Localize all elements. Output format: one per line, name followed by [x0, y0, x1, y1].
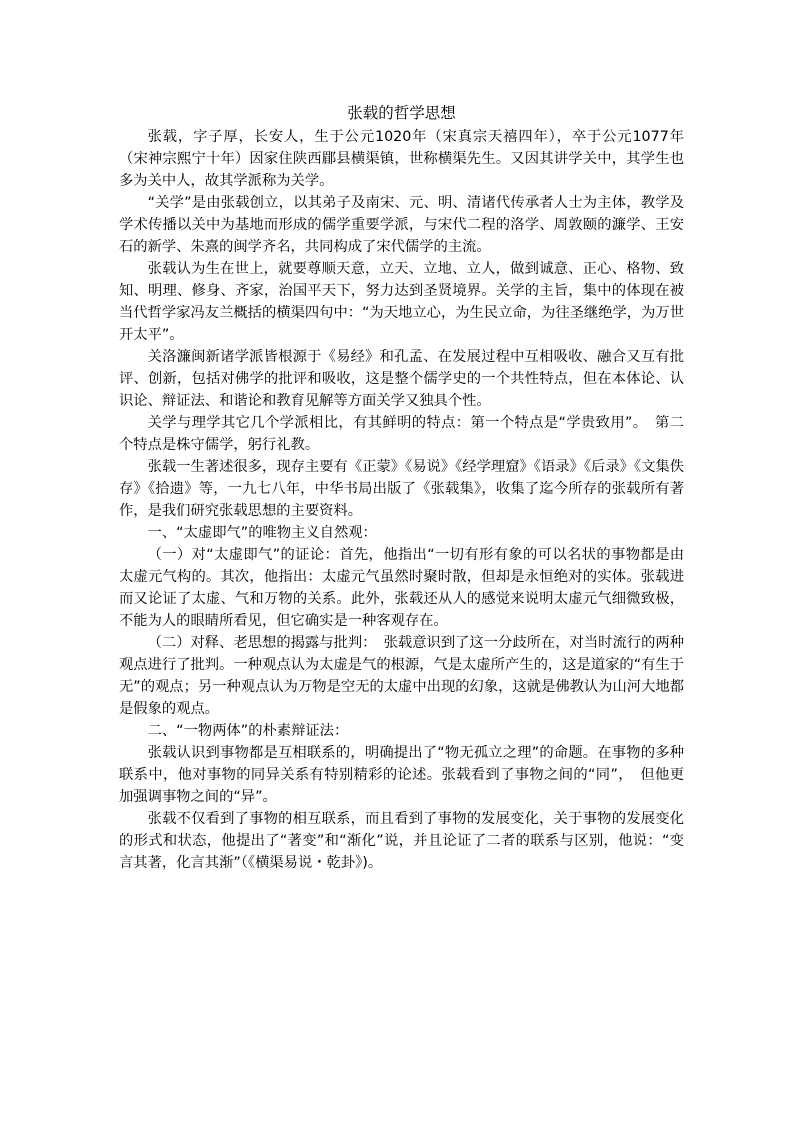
paragraph-critique: （二）对释、老思想的揭露与批判： 张载意识到了这一分歧所在，对当时流行的两种观点进行了批判。一种观点认为太虚是气的根源，气是太虚所产生的，这是道家的“有生于无”的观点；另一种观点认为万物是空无的太虚中出现的幻象，这就是佛教认为山河大地都是假象的观点。 — [119, 635, 684, 717]
paragraph-features: 关学与理学其它几个学派相比，有其鲜明的特点：第一个特点是“学贵致用”。 第二个特点是株守儒学，躬行礼教。 — [119, 415, 684, 453]
paragraph-connection: 张载认识到事物都是互相联系的，明确提出了“物无孤立之理”的命题。在事物的多种联系中，他对事物的同异关系有特别精彩的论述。张载看到了事物之间的“同”， 但他更加强调事物之间的“异”。 — [119, 745, 684, 805]
paragraph-guanxue-origin: “关学”是由张载创立，以其弟子及南宋、元、明、清诸代传承者人士为主体，教学及学术传播以关中为基地而形成的儒学重要学派，与宋代二程的洛学、周敦颐的濂学、王安石的新学、朱熹的闽学齐名，共同构成了宋代儒学的主流。 — [119, 195, 684, 255]
document-title: 张载的哲学思想 — [347, 104, 456, 122]
section-heading-1: 一、“太虚即气”的唯物主义自然观： — [147, 525, 377, 541]
paragraph-schools-roots: 关洛濂闽新诸学派皆根源于《易经》和孔孟、在发展过程中互相吸收、融合又互有批评、创新，包括对佛学的批评和吸收，这是整个儒学史的一个共性特点，但在本体论、认识论、辩证法、和谐论和教育见解等方面关学又独具个性。 — [119, 349, 684, 409]
paragraph-change: 张载不仅看到了事物的相互联系，而且看到了事物的发展变化，关于事物的发展变化的形式和状态，他提出了“著变”和“渐化”说，并且论证了二者的联系与区别，他说：“变言其著，化言其渐”（《横渠易说・乾卦》)。 — [119, 811, 684, 871]
section-heading-2: 二、“一物两体”的朴素辩证法： — [147, 723, 349, 739]
paragraph-bio: 张载，字子厚，长安人，生于公元1020年（宋真宗天禧四年），卒于公元1077年（宋神宗熙宁十年）因家住陕西郿县横渠镇，世称横渠先生。又因其讲学关中，其学生也多为关中人，故其学派称为关学。 — [119, 129, 684, 189]
paragraph-taixu-argument: （一）对“太虚即气”的证论：首先，他指出“一切有形有象的可以名状的事物都是由太虚元气构的。其次，他指出：太虚元气虽然时聚时散，但却是永恒绝对的实体。张载进而又论证了太虚、气和万物的关系。此外，张载还从人的感觉来说明太虚元气细微致极，不能为人的眼睛所看见，但它确实是一种客观存在。 — [119, 547, 684, 629]
paragraph-guanxue-aims: 张载认为生在世上，就要尊顺天意，立天、立地、立人，做到诚意、正心、格物、致知、明理、修身、齐家，治国平天下，努力达到圣贤境界。关学的主旨，集中的体现在被当代哲学家冯友兰概括的横渠四句中：“为天地立心，为生民立命，为往圣继绝学，为万世开太平”。 — [119, 261, 684, 343]
paragraph-works: 张载一生著述很多，现存主要有《正蒙》《易说》《经学理窟》《语录》《后录》《文集佚存》《拾遗》等，一九七八年，中华书局出版了《张载集》，收集了迄今所存的张载所有著作，是我们研究张载思想的主要资料。 — [119, 459, 684, 519]
document-page — [119, 102, 684, 874]
